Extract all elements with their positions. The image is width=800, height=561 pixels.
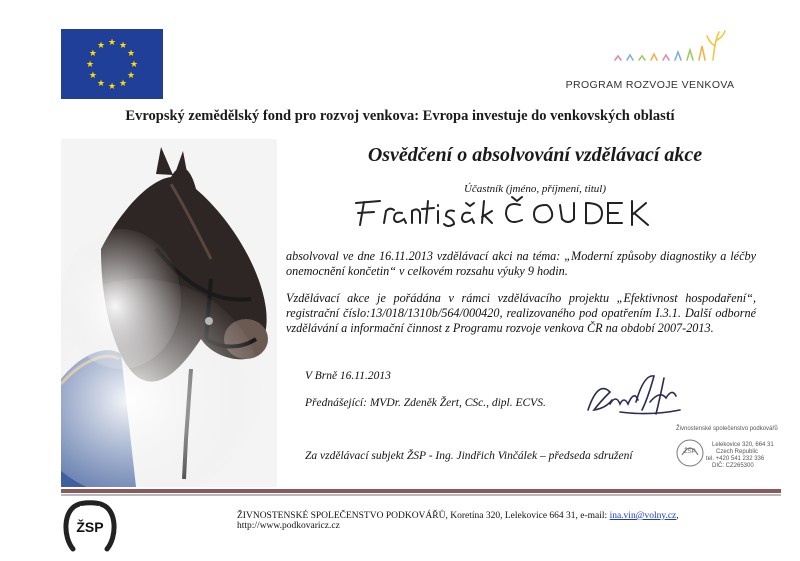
participant-name-handwriting — [350, 193, 680, 233]
eu-star-icon: ★ — [107, 81, 117, 91]
lecturer-line: Přednášející: MVDr. Zdeněk Žert, CSc., dipl. ECVS. — [305, 397, 546, 409]
stamp-line-5: DIČ: CZ265300 — [712, 463, 754, 469]
eu-star-icon: ★ — [118, 39, 128, 50]
eu-star-icon: ★ — [127, 70, 136, 80]
eu-star-icon: ★ — [118, 78, 128, 89]
horse-photo — [61, 139, 277, 487]
eu-star-icon: ★ — [85, 59, 95, 69]
prv-logo-text: PROGRAM ROZVOJE VENKOVA — [565, 79, 735, 91]
footer-url[interactable]: http://www.podkovaricz.cz — [237, 521, 340, 531]
certificate-title: Osvědčení o absolvování vzdělávací akce — [367, 144, 703, 166]
prv-logo-icon — [605, 28, 730, 68]
eu-star-icon: ★ — [107, 37, 117, 47]
zsp-logo-text: ŽSP — [76, 519, 104, 535]
stamp-line-3: Czech Republic — [716, 449, 759, 455]
eu-star-icon: ★ — [96, 78, 106, 89]
footer-separator: , — [676, 511, 679, 521]
project-paragraph: Vzdělávací akce je pořádána v rámci vzdělávacího projektu „Efektivnost hospodaření“, registrační číslo:13/018/1310b/564/000420, realizovaného pod opatřením I.3.1. Další odborné vzdělávání a informační činnost z Programu rozvoje venkova ČR na období 2007-2013. — [286, 291, 756, 335]
stamp-line-4: tel. +420 541 232 336 — [706, 456, 765, 462]
completion-paragraph: absolvoval ve dne 16.11.2013 vzdělávací akci na téma: „Moderní způsoby diagnostiky a léčby onemocnění končetin“ v celkovém rozsahu výuky 9 hodin. — [286, 249, 756, 278]
zsp-horseshoe-logo — [61, 497, 119, 555]
stamp-line-1: Živnostenské společenstvo podkovářů — [676, 426, 778, 432]
eu-star-icon: ★ — [88, 70, 97, 80]
footer-divider — [61, 489, 781, 493]
organizer-line: Za vzdělávací subjekt ŽSP - Ing. Jindřich Vinčálek – předseda sdružení — [305, 450, 633, 462]
eu-star-icon: ★ — [129, 59, 139, 69]
footer-divider-thin — [61, 494, 781, 496]
eu-star-icon: ★ — [88, 48, 97, 58]
footer-contact — [237, 511, 777, 531]
stamp-line-2: Lelekovice 320, 664 31 — [712, 442, 774, 448]
place-date: V Brně 16.11.2013 — [305, 370, 391, 382]
eu-fund-line: Evropský zemědělský fond pro rozvoj venkova: Evropa investuje do venkovských oblastí — [125, 108, 675, 124]
eu-star-icon: ★ — [96, 39, 106, 50]
signature-image — [580, 372, 690, 422]
footer-email-link[interactable]: ina.vin@volny.cz — [609, 511, 677, 521]
eu-flag-logo — [61, 29, 163, 99]
eu-star-icon: ★ — [127, 48, 136, 58]
stamp-logo: ŽSP — [684, 449, 696, 455]
footer-org: ŽIVNOSTENSKÉ SPOLEČENSTVO PODKOVÁŘŮ, Koretína 320, Lelekovice 664 31, e-mail: — [237, 511, 610, 521]
official-stamp — [672, 425, 782, 483]
participant-label: Účastník (jméno, příjmení, titul) — [463, 183, 607, 195]
